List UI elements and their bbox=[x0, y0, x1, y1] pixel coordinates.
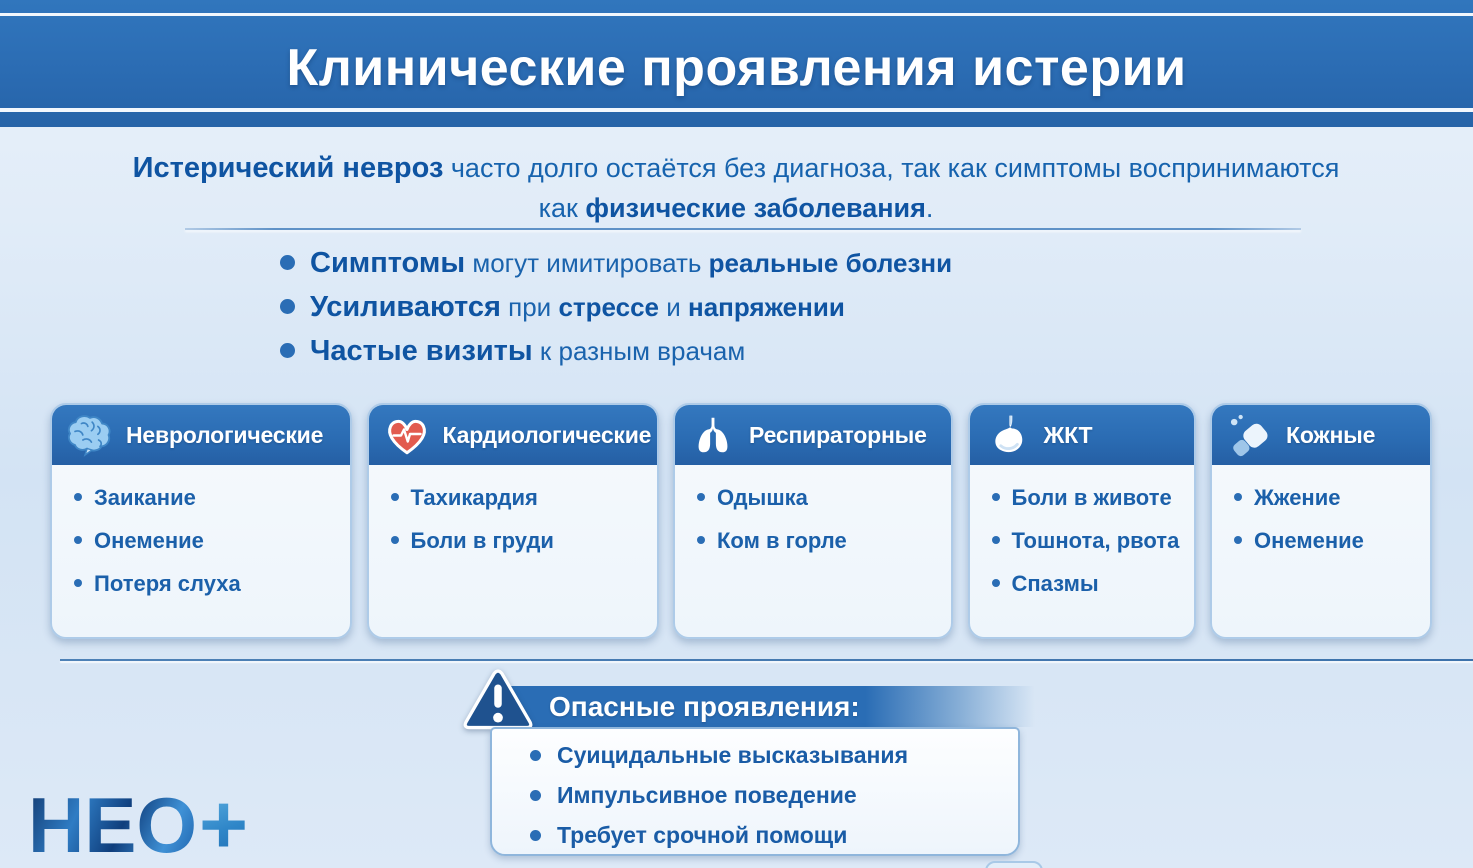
key-point-text: Усиливаются при стрессе и напряжении bbox=[310, 291, 845, 323]
card-header bbox=[369, 405, 657, 465]
bullet-dot bbox=[530, 750, 541, 761]
bullet-dot bbox=[74, 579, 82, 587]
key-point-text: Частые визиты к разным врачам bbox=[310, 335, 746, 367]
list-item bbox=[992, 485, 1186, 511]
symptom-text: Боли в груди bbox=[410, 527, 554, 553]
bullet-dot bbox=[280, 255, 295, 270]
card-respiratory bbox=[673, 403, 953, 639]
card-title: Кардиологические bbox=[442, 421, 652, 448]
section-divider bbox=[60, 659, 1473, 661]
page-title: Клинические проявления истерии bbox=[286, 39, 1187, 97]
symptom-text: Онемение bbox=[94, 527, 204, 553]
key-point bbox=[280, 291, 952, 321]
key-points-list bbox=[280, 247, 952, 379]
bullet-dot bbox=[391, 493, 399, 501]
lungs-icon bbox=[687, 409, 739, 461]
skin-icon bbox=[1224, 409, 1276, 461]
bullet-dot bbox=[391, 536, 399, 544]
bullet-dot bbox=[992, 536, 1000, 544]
list-item bbox=[697, 528, 943, 554]
symptom-text: Онемение bbox=[1254, 527, 1364, 553]
list-item bbox=[530, 782, 1018, 809]
bullet-dot bbox=[992, 493, 1000, 501]
list-item bbox=[697, 485, 943, 511]
heart-icon bbox=[381, 409, 433, 461]
bullet-dot bbox=[1234, 536, 1242, 544]
bullet-dot bbox=[530, 790, 541, 801]
list-item bbox=[992, 528, 1186, 554]
card-header bbox=[52, 405, 350, 465]
card-cardiological bbox=[367, 403, 659, 639]
card-header bbox=[970, 405, 1194, 465]
key-point bbox=[280, 335, 952, 365]
bottom-peek-shape bbox=[985, 861, 1043, 868]
warning-item-text: Импульсивное поведение bbox=[557, 782, 857, 808]
card-title: Кожные bbox=[1286, 421, 1376, 448]
list-item bbox=[391, 528, 649, 554]
bullet-dot bbox=[992, 579, 1000, 587]
symptom-text: Тахикардия bbox=[410, 485, 538, 510]
bullet-dot bbox=[697, 493, 705, 501]
warning-triangle-icon bbox=[461, 668, 535, 732]
list-item bbox=[74, 485, 342, 511]
bullet-dot bbox=[280, 299, 295, 314]
title-bar bbox=[0, 0, 1473, 127]
card-title: ЖКТ bbox=[1043, 421, 1093, 448]
symptom-text: Одышка bbox=[717, 485, 808, 510]
card-title: Респираторные bbox=[749, 421, 927, 448]
bullet-dot bbox=[697, 536, 705, 544]
symptom-cards-row bbox=[50, 403, 1432, 639]
bullet-dot bbox=[74, 493, 82, 501]
warning-list bbox=[492, 729, 1018, 849]
bullet-dot bbox=[280, 343, 295, 358]
logo-text: НЕО bbox=[28, 781, 198, 868]
list-item bbox=[992, 571, 1186, 597]
warning-body bbox=[490, 727, 1020, 856]
symptom-text: Боли в животе bbox=[1011, 485, 1172, 510]
symptom-text: Спазмы bbox=[1011, 570, 1099, 596]
list-item bbox=[1234, 485, 1422, 511]
logo-plus-icon: + bbox=[199, 777, 249, 868]
card-header bbox=[1212, 405, 1430, 465]
list-item bbox=[1234, 528, 1422, 554]
bullet-dot bbox=[530, 830, 541, 841]
symptom-text: Заикание bbox=[94, 485, 196, 510]
brain-icon bbox=[64, 409, 116, 461]
bullet-dot bbox=[74, 536, 82, 544]
neo-plus-logo bbox=[28, 777, 249, 868]
list-item bbox=[391, 485, 649, 511]
warning-item-text: Требует срочной помощи bbox=[557, 822, 848, 848]
card-symptom-list bbox=[1212, 465, 1430, 571]
key-point bbox=[280, 247, 952, 277]
warning-title: Опасные проявления: bbox=[549, 690, 860, 722]
intro-divider bbox=[185, 228, 1301, 230]
symptom-text: Жжение bbox=[1254, 485, 1341, 510]
warning-item-text: Суицидальные высказывания bbox=[557, 742, 908, 768]
symptom-text: Потеря слуха bbox=[94, 570, 241, 596]
list-item bbox=[74, 528, 342, 554]
symptom-text: Тошнота, рвота bbox=[1011, 527, 1180, 553]
card-skin bbox=[1210, 403, 1432, 639]
stomach-icon bbox=[982, 409, 1034, 461]
list-item bbox=[530, 742, 1018, 769]
bullet-dot bbox=[1234, 493, 1242, 501]
title-bar-rule-bottom bbox=[0, 108, 1473, 112]
card-symptom-list bbox=[970, 465, 1194, 614]
card-gastrointestinal bbox=[968, 403, 1196, 639]
card-symptom-list bbox=[675, 465, 951, 571]
warning-header-band bbox=[505, 686, 1035, 727]
symptom-text: Ком в горле bbox=[717, 527, 847, 553]
list-item bbox=[74, 571, 342, 597]
card-symptom-list bbox=[52, 465, 350, 614]
list-item bbox=[530, 822, 1018, 849]
card-symptom-list bbox=[369, 465, 657, 571]
key-point-text: Симптомы могут имитировать реальные болезни bbox=[310, 247, 953, 279]
intro-text: Истерический невроз часто долго остаётся без диагноза, так как симптомы воспринимаются как физические заболевания. bbox=[132, 152, 1340, 224]
card-neurological bbox=[50, 403, 352, 639]
card-header bbox=[675, 405, 951, 465]
card-title: Неврологические bbox=[126, 421, 324, 448]
title-bar-rule-top bbox=[0, 13, 1473, 16]
